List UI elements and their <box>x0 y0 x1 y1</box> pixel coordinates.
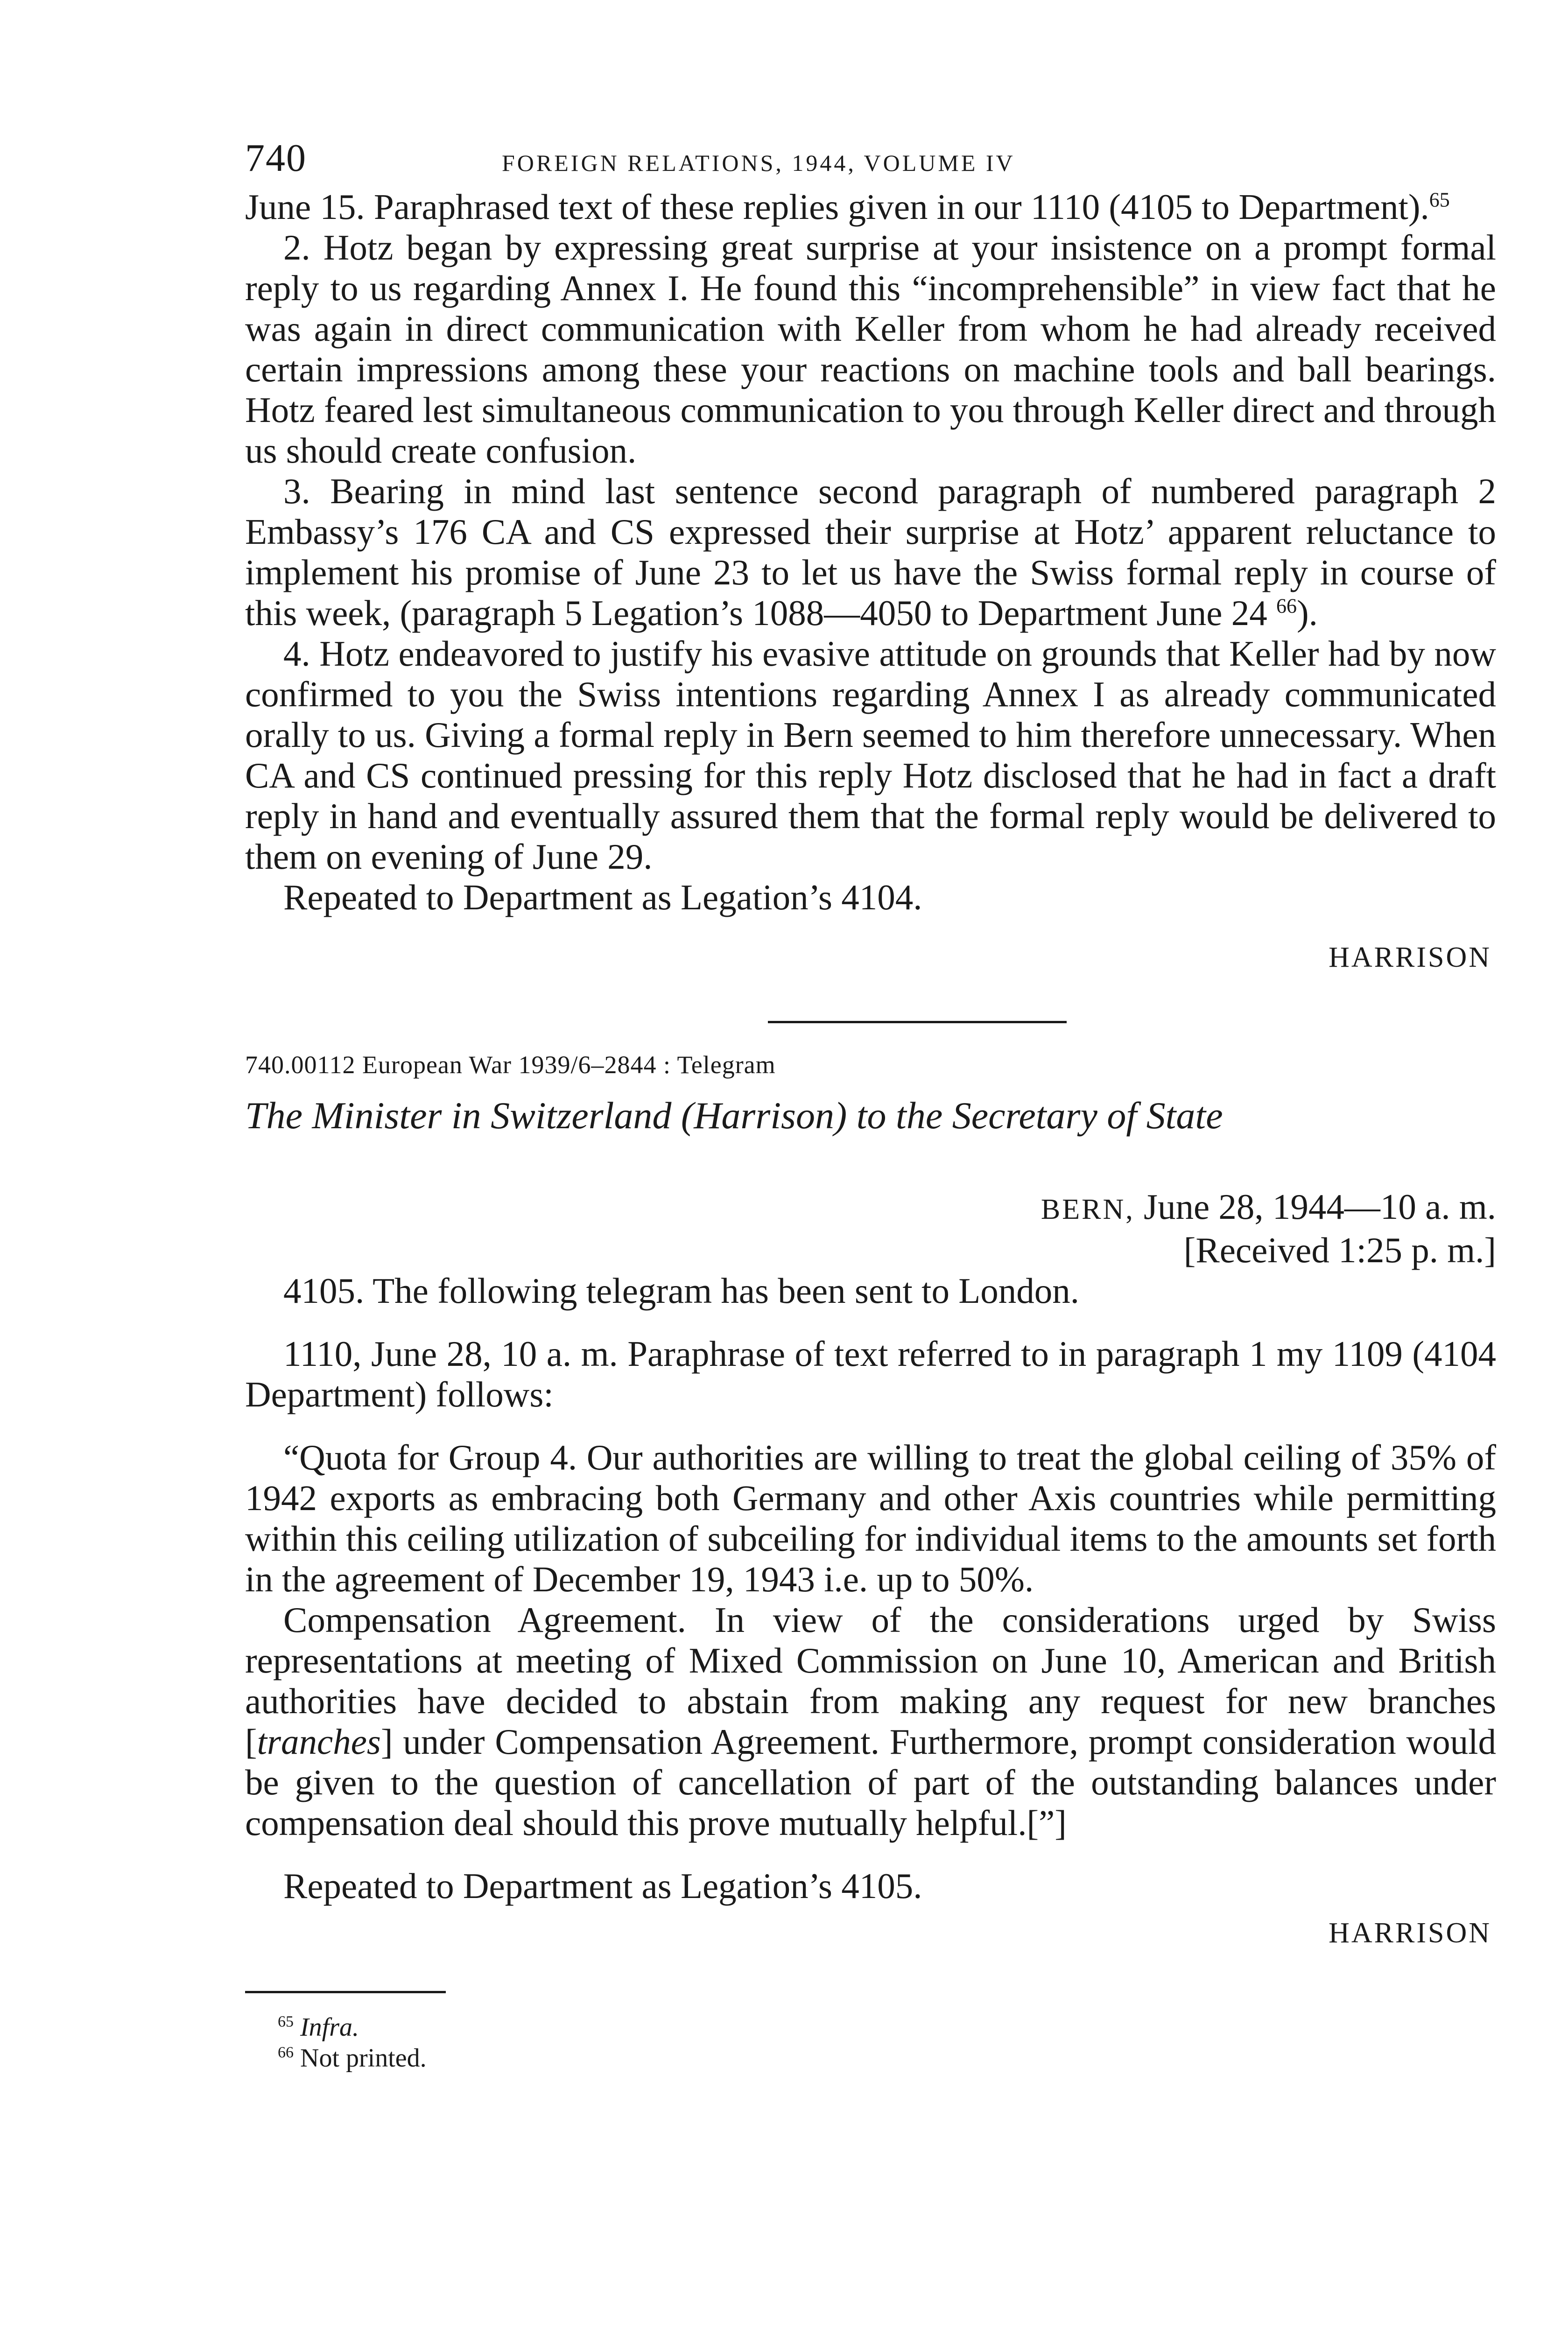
paragraph-intro: June 15. Paraphrased text of these replies given in our 1110 (4105 to Department).$^{65}$ <box>245 187 1450 227</box>
paragraph-2: 2. Hotz began by expressing great surprise at your insistence on a prompt formal reply to us regarding Annex I. He found this “incomprehensible” in view fact that he was again in direct communication with Keller from whom he had already received certain impressions among these your reactions on machine tools and ball bearings. Hotz feared lest simultaneous communication to you through Keller direct and through us should create confusion. <box>245 227 1496 471</box>
footnote-ref-66: 66 <box>1276 594 1297 618</box>
footnote-65: $^{65}$ Infra. <box>278 2013 359 2042</box>
section-divider <box>768 1021 1067 1023</box>
paragraph-4: 4. Hotz endeavored to justify his evasive attitude on grounds that Keller had by now confirmed to you the Swiss intentions regarding Annex I as already communicated orally to us. Giving a formal reply in Bern seemed to him therefore unnecessary. When CA and CS continued pressing for this reply Hotz disclosed that he had in fact a draft reply in hand and eventually assured them that the formal reply would be delivered to them on evening of June 29. <box>245 633 1496 877</box>
repeated-note: Repeated to Department as Legation’s 4104. <box>283 877 922 917</box>
dateline <box>245 1187 1496 1230</box>
telegram-paragraph-2: 1110, June 28, 10 a. m. Paraphrase of text referred to in paragraph 1 my 1109 (4104 Department) follows: <box>245 1334 1496 1414</box>
dateline-place: BERN, <box>1041 1194 1135 1225</box>
document-1 <box>245 187 1496 978</box>
footnote-ref-65: 65 <box>1429 188 1450 211</box>
page <box>245 135 1496 2074</box>
telegram-paragraph-1: 4105. The following telegram has been sent to London. <box>283 1271 1080 1311</box>
footnote-66: $^{66}$ Not printed. <box>278 2044 427 2073</box>
received-time: [Received 1:25 p. m.] <box>1183 1230 1496 1270</box>
page-number: 740 <box>245 136 307 180</box>
repeated-note-2: Repeated to Department as Legation’s 4105. <box>283 1866 922 1906</box>
quote-paragraph-1: “Quota for Group 4. Our authorities are willing to treat the global ceiling of 35% of 1942 exports as embracing both Germany and other Axis countries while permitting within this ceiling utilization of subceiling for individual items to the amounts set forth in the agreement of December 19, 1943 i.e. up to 50%. <box>245 1437 1496 1599</box>
footnote-rule <box>245 1991 446 1993</box>
document-heading: The Minister in Switzerland (Harrison) to the Secretary of State <box>245 1094 1223 1137</box>
file-reference: 740.00112 European War 1939/6–2844 : Telegram <box>245 1051 776 1079</box>
dateline-date: June 28, 1944—10 a. m. <box>1144 1187 1496 1227</box>
running-title: FOREIGN RELATIONS, 1944, VOLUME IV <box>502 150 1015 176</box>
signature: HARRISON <box>1329 942 1491 973</box>
running-head <box>245 135 1496 187</box>
document-2 <box>245 1271 1496 1954</box>
paragraph-3: 3. Bearing in mind last sentence second paragraph of numbered paragraph 2 Embassy’s 176 CA and CS expressed their surprise at Hotz’ apparent reluctance to implement his promise of June 23 to let us have the Swiss formal reply in course of this week, (paragraph 5 Legation’s 1088—4050 to Department June 24 $^{66}$). <box>245 471 1496 633</box>
quote-paragraph-2: Compensation Agreement. In view of the considerations urged by Swiss representations at meeting of Mixed Commission on June 10, American and British authorities have decided to abstain from making any request for new branches [tranches] under Compensation Agreement. Furthermore, prompt consideration would be given to the question of cancellation of part of the outstanding balances under compensation deal should this prove mutually helpful.[”] <box>245 1600 1496 1843</box>
signature-2: HARRISON <box>1329 1917 1491 1949</box>
